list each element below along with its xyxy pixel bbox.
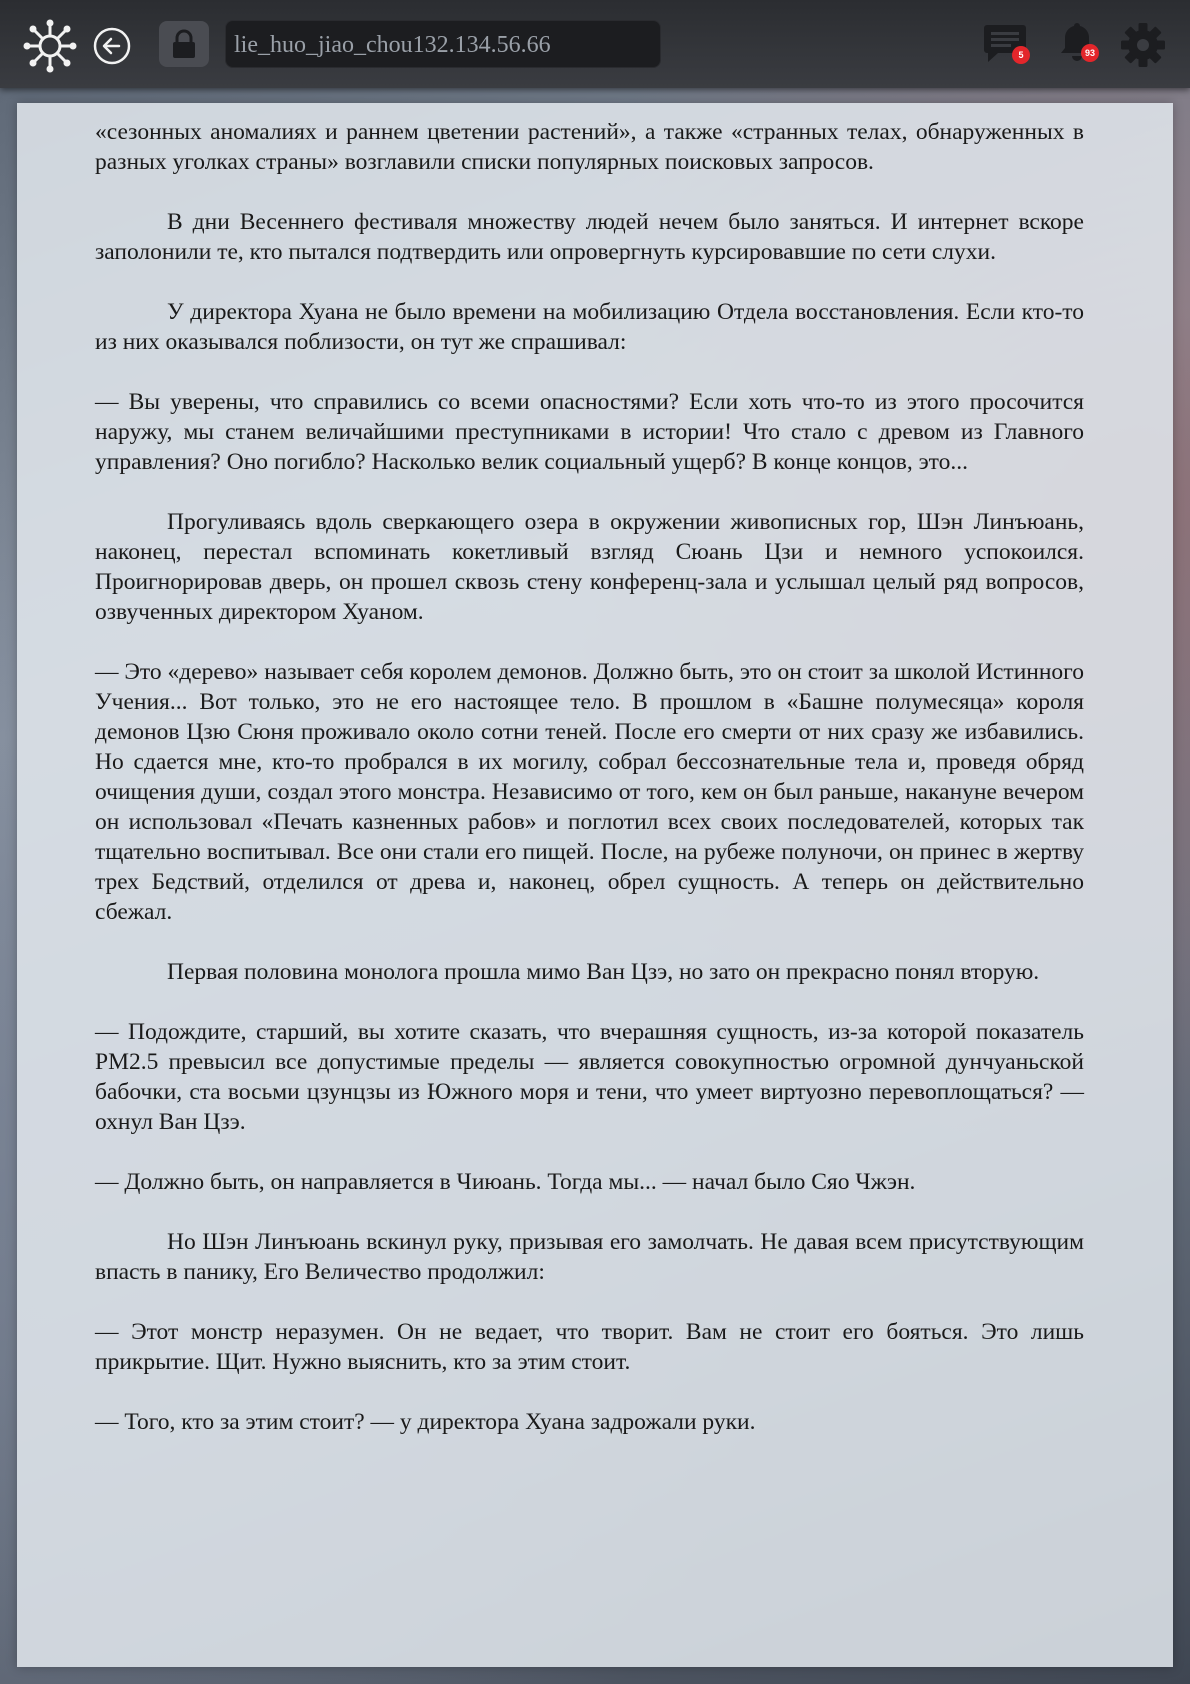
paragraph: — Вы уверены, что справились со всеми опасностями? Если хоть что-то из этого просочится наружу, мы станем величайшими преступниками в истории! Что стало с древом из Главного управления? Оно погибло? Насколько велик социальный ущерб? В конце концов, это... [95, 389, 1084, 475]
paragraph: Но Шэн Линъюань вскинул руку, призывая его замолчать. Не давая всем присутствующим впасть в панику, Его Величество продолжил: [95, 1229, 1084, 1285]
reading-page [17, 103, 1173, 1667]
back-arrow-icon[interactable] [92, 26, 132, 66]
paragraph: — Это «дерево» называет себя королем демонов. Должно быть, это он стоит за школой Истинного Учения... Вот только, это не его настоящее тело. В прошлом в «Башне полумесяца» короля демонов Цзю Сюня проживало около сотни теней. После его смерти от них сразу же избавились. Но сдается мне, кто-то пробрался в их могилу, собрал бессознательные тела и, проведя обряд очищения души, создал этого монстра. Независимо от того, кем он был раньше, накануне вечером он использовал «Печать казненных рабов» и поглотил всех своих последователей, которых так тщательно воспитывал. Все они стали его пищей. После, на рубеже полуночи, он принес в жертву трех Бедствий, отделился от древа и, наконец, обрел сущность. А теперь он действительно сбежал. [95, 659, 1084, 925]
paragraph: «сезонных аномалиях и раннем цветении растений», а также «странных телах, обнаруженных в разных уголках страны» возглавили списки популярных поисковых запросов. [95, 119, 1084, 175]
paragraph: Первая половина монолога прошла мимо Ван Цзэ, но зато он прекрасно понял вторую. [167, 959, 1040, 985]
top-toolbar [0, 0, 1190, 88]
notifications-button[interactable] [1057, 20, 1101, 66]
lock-button[interactable] [159, 21, 209, 67]
notifications-count-badge: 93 [1081, 44, 1099, 62]
messages-button[interactable] [982, 24, 1030, 66]
paragraph: — Подождите, старший, вы хотите сказать, что вчерашняя сущность, из-за которой показатель PM2.5 превысил все допустимые пределы — является совокупностью огромной дунчуаньской бабочки, ста восьми цзунцзы из Южного моря и тени, что умеет виртуозно перевоплощаться? — охнул Ван Цзэ. [95, 1019, 1084, 1135]
messages-count-badge: 5 [1012, 46, 1030, 64]
paragraph: В дни Весеннего фестиваля множеству людей нечем было заняться. И интернет вскоре заполонили те, кто пытался подтвердить или опровергнуть курсировавшие по сети слухи. [95, 209, 1084, 265]
gear-icon[interactable] [1120, 22, 1166, 68]
paragraph: — Того, кто за этим стоит? — у директора Хуана задрожали руки. [95, 1409, 756, 1435]
lock-icon [170, 29, 198, 59]
paragraph: — Этот монстр неразумен. Он не ведает, что творит. Вам не стоит его бояться. Это лишь прикрытие. Щит. Нужно выяснить, кто за этим стоит. [95, 1319, 1084, 1375]
paragraph: Прогуливаясь вдоль сверкающего озера в окружении живописных гор, Шэн Линъюань, наконец, перестал вспоминать кокетливый взгляд Сюань Цзи и немного успокоился. Проигнорировав дверь, он прошел сквозь стену конференц-зала и услышал целый ряд вопросов, озвученных директором Хуаном. [95, 509, 1084, 625]
network-hub-icon[interactable] [22, 18, 78, 74]
paragraph: — Должно быть, он направляется в Чиюань. Тогда мы... — начал было Сяо Чжэн. [95, 1169, 916, 1195]
chapter-text [95, 117, 1084, 1467]
paragraph: У директора Хуана не было времени на мобилизацию Отдела восстановления. Если кто-то из них оказывался поблизости, он тут же спрашивал: [95, 299, 1084, 355]
url-field[interactable]: lie_huo_jiao_chou132.134.56.66 [225, 20, 661, 68]
